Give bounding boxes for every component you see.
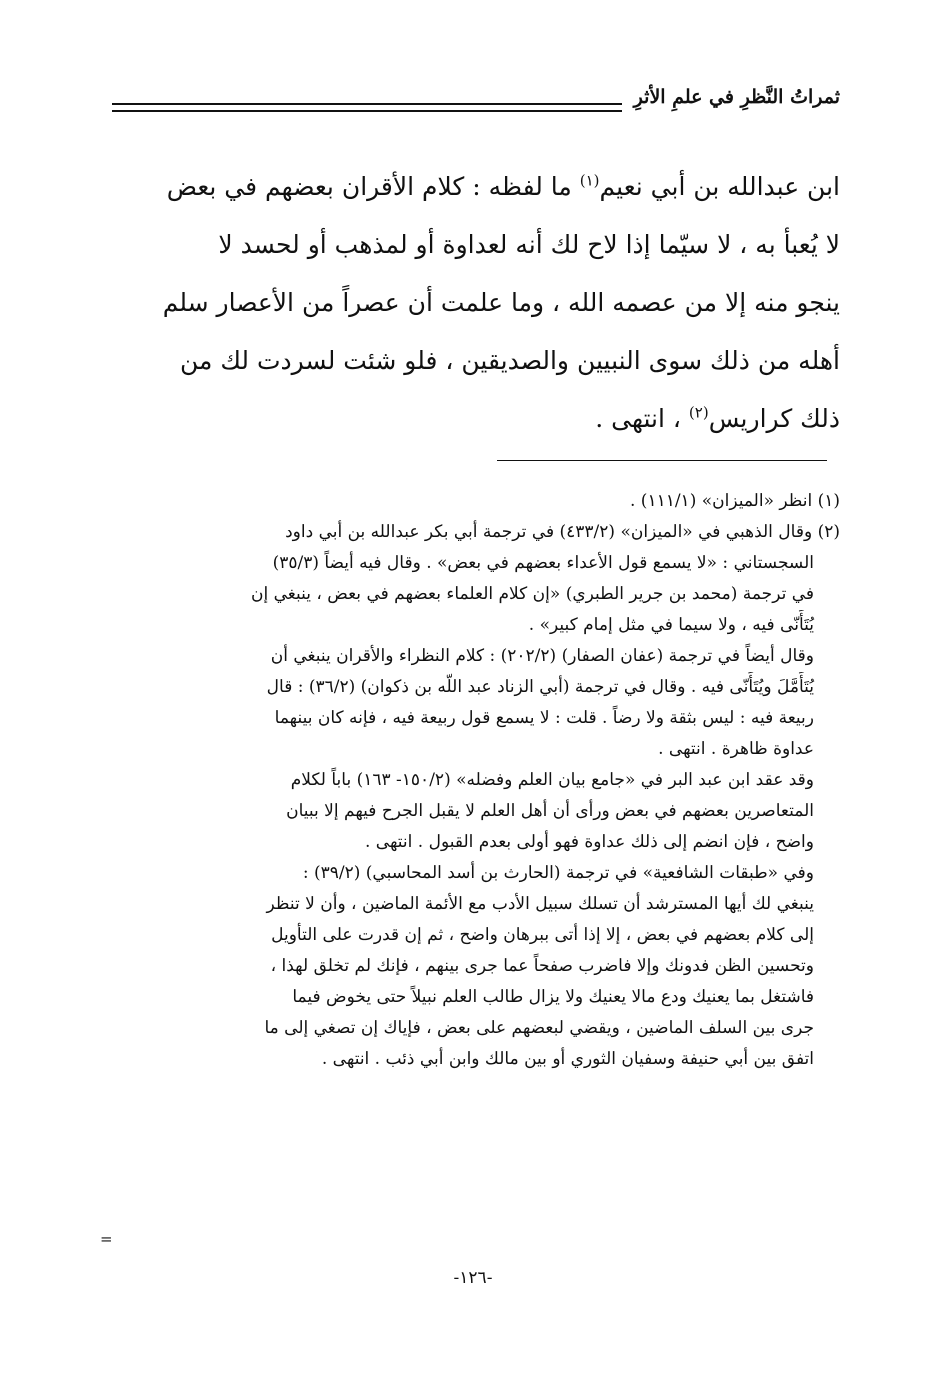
- page-number: -١٢٦-: [453, 1268, 493, 1288]
- header-rule-bottom: [112, 110, 622, 112]
- footnote-line: ينبغي لك أيها المسترشد أن تسلك سبيل الأدب مع الأئمة الماضين ، وأن لا تنظر: [266, 894, 814, 914]
- header-rule-top: [112, 103, 622, 105]
- footnote-line: (١) انظر «الميزان» (١١١/١) .: [629, 491, 840, 511]
- continuation-mark: =: [100, 1230, 113, 1248]
- footnote-line: وفي «طبقات الشافعية» في ترجمة (الحارث بن أسد المحاسبي) (٣٩/٢) :: [302, 863, 814, 883]
- footnote-line: يُتَأَمَّلَ ويُتَأَنّى فيه . وقال في ترجمة (أبي الزناد عبد اللّه بن ذكوان) (٣٦/٢) : قال: [266, 677, 814, 697]
- footnote-separator: [497, 460, 827, 461]
- footnote-line: ربيعة فيه : ليس بثقة ولا رضاً . قلت : لا يسمع قول ربيعة فيه ، فإنه كان بينهما: [274, 708, 814, 728]
- footnote-line: واضح ، فإن انضم إلى ذلك عداوة فهو أولى بعدم القبول . انتهى .: [364, 832, 814, 852]
- running-header: [112, 86, 840, 122]
- footnote-line: يُتَأَنّى فيه ، ولا سيما في مثل إمام كبير» .: [528, 615, 814, 635]
- footnote-line: وقال أيضاً في ترجمة (عفان الصفار) (٢٠٢/٢) : كلام النظراء والأقران ينبغي أن: [270, 646, 814, 666]
- footnote-line: المتعاصرين بعضهم في بعض ورأى أن أهل العلم لا يقبل الجرح فيهم إلا ببيان: [286, 801, 814, 821]
- footnote-line: اتفق بين أبي حنيفة وسفيان الثوري أو بين مالك وابن أبي ذئب . انتهى .: [321, 1049, 814, 1069]
- footnote-line: فاشتغل بما يعنيك ودع مالا يعنيك ولا يزال طالب العلم نبيلاً حتى يخوض فيما: [292, 987, 814, 1007]
- footnote-line: وقد عقد ابن عبد البر في «جامع بيان العلم وفضله» (١٥٠/٢- ١٦٣) باباً لكلام: [290, 770, 814, 790]
- footnote-line: وتحسين الظن فدونك وإلا فاضرب صفحاً عما جرى بينهم ، فإنك لم تخلق لهذا ،: [270, 956, 814, 976]
- footnotes: [112, 486, 840, 1075]
- main-line: أهله من ذلك سوى النبيين والصديقين ، فلو شئت لسردت لك من: [179, 346, 840, 375]
- main-text: [112, 158, 840, 448]
- main-line: لا يُعبأ به ، لا سيّما إذا لاح لك أنه لعداوة أو لمذهب أو لحسد لا: [218, 230, 840, 259]
- footnote-line: (٢) وقال الذهبي في «الميزان» (٤٣٣/٢) في ترجمة أبي بكر عبدالله بن أبي داود: [285, 522, 840, 542]
- footnote-line: السجستاني : «لا يسمع قول الأعداء بعضهم في بعض» . وقال فيه أيضاً (٣٥/٣): [272, 553, 814, 573]
- main-line: ابن عبدالله بن أبي نعيم$^{(١)}$ ما لفظه : كلام الأقران بعضهم في بعض: [166, 171, 840, 201]
- footnote-line: في ترجمة (محمد بن جرير الطبري) «إن كلام العلماء بعضهم في بعض ، ينبغي إن: [251, 584, 814, 604]
- footnote-line: عداوة ظاهرة . انتهى .: [658, 739, 814, 759]
- footnote-ref-2[interactable]: (٢): [688, 403, 709, 422]
- footnote-line: جرى بين السلف الماضين ، ويقضي لبعضهم على بعض ، فإياك إن تصغي إلى ما: [264, 1018, 814, 1038]
- header-title: ثمراتُ النَّظرِ في علمِ الأثرِ: [633, 86, 840, 108]
- footnote-ref-1[interactable]: (١): [579, 171, 600, 190]
- footnote-line: إلى كلام بعضهم في بعض ، إلا إذا أتى ببرهان واضح ، ثم إن قدرت على التأويل: [271, 925, 814, 945]
- main-line: ذلك كراريس$^{(٢)}$ ، انتهى .: [595, 403, 840, 433]
- main-line: ينجو منه إلا من عصمه الله ، وما علمت أن عصراً من الأعصار سلم: [162, 288, 840, 317]
